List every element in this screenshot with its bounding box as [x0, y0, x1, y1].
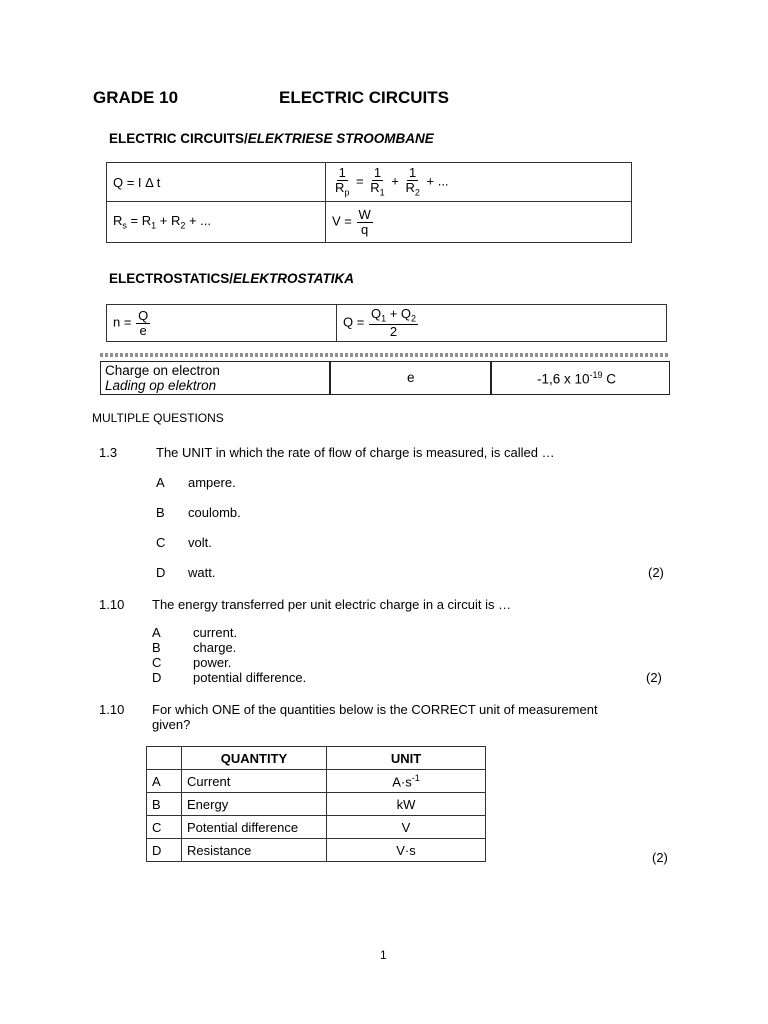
table-row[interactable]: C Potential difference V: [147, 816, 486, 839]
q1-option-b-text[interactable]: coulomb.: [188, 505, 241, 520]
page-number: 1: [380, 948, 387, 962]
circuits-formula-table: [106, 162, 632, 243]
electrostatics-heading: [109, 271, 354, 286]
q1-text: The UNIT in which the rate of flow of charge is measured, is called …: [156, 445, 555, 460]
constant-name: [105, 363, 220, 393]
q3-number: 1.10: [99, 702, 125, 717]
frac-charge-average: $\frac{Q_1 + Q_2}{2}$: [370, 306, 417, 340]
q2-option-texts: [193, 625, 306, 685]
q2-marks: (2): [646, 670, 662, 685]
q1-option-d-text[interactable]: watt.: [188, 565, 216, 580]
q3-text: For which ONE of the quantities below is the CORRECT unit of measurement given?: [152, 702, 598, 732]
q2-option-b-text[interactable]: charge.: [193, 640, 237, 655]
constant-value: -1,6 x $10^{-19}$ C: [537, 370, 617, 387]
constant-symbol: e: [407, 370, 415, 385]
q1-option-a-letter: A: [156, 475, 165, 490]
circuits-heading-main: ELECTRIC CIRCUITS/: [109, 131, 248, 146]
q1-option-a-text[interactable]: ampere.: [188, 475, 236, 490]
constants-strip: [100, 353, 670, 399]
table-row[interactable]: D Resistance V·s: [147, 839, 486, 862]
formula-charge-sharing: Q = $\frac{Q_1 + Q_2}{2}$: [337, 305, 667, 342]
constant-name-af: Lading op elektron: [105, 378, 217, 393]
q2-option-d-text[interactable]: potential difference.: [193, 670, 307, 685]
units-header-unit: UNIT: [327, 747, 486, 770]
frac-rp: $\frac{1}{R_p}$: [335, 165, 350, 198]
frac-q-over-e: $\frac{Q}{e}$: [138, 307, 149, 338]
cropped-row-fragment: [100, 353, 670, 357]
formula-parallel-resistance: $\frac{1}{R_p}$ = $\frac{1}{R_1}$ + $\frac{1}{R_2}$ + ...: [326, 163, 632, 202]
circuits-heading-alt: ELEKTRIESE STROOMBANE: [247, 131, 434, 146]
units-table: [146, 746, 486, 862]
frac-r1: $\frac{1}{R_1}$: [370, 165, 385, 198]
constants-row: [100, 361, 670, 395]
section-label: MULTIPLE QUESTIONS: [92, 411, 224, 425]
q1-option-c-letter: C: [156, 535, 166, 550]
formula-number-of-electrons: n = $\frac{Q}{e}$: [107, 305, 337, 342]
q2-option-a-text[interactable]: current.: [193, 625, 238, 640]
frac-r2: $\frac{1}{R_2}$: [405, 165, 420, 198]
q2-option-letters: A B C D: [152, 625, 162, 685]
constant-name-en: Charge on electron: [105, 363, 220, 378]
q1-option-c-text[interactable]: volt.: [188, 535, 212, 550]
formula-series-resistance: $R_s = R_1 + R_2$ + ...: [107, 202, 326, 243]
q1-number: 1.3: [99, 445, 118, 460]
q2-number: 1.10: [99, 597, 125, 612]
q3-marks: (2): [652, 850, 668, 865]
topic-title: ELECTRIC CIRCUITS: [279, 88, 449, 107]
circuits-heading: [109, 131, 434, 146]
formula-charge: Q = I Δ t: [107, 163, 326, 202]
q2-option-c-text[interactable]: power.: [193, 655, 232, 670]
formula-voltage: V = $\frac{W}{q}$: [326, 202, 632, 243]
q1-marks: (2): [648, 565, 664, 580]
table-row[interactable]: A Current $A\cdot s^{-1}$: [147, 770, 486, 793]
electrostatics-formula-table: [106, 304, 667, 342]
electrostatics-heading-alt: ELEKTROSTATIKA: [233, 271, 354, 286]
grade-title: GRADE 10: [93, 88, 179, 107]
frac-w-over-q: $\frac{W}{q}$: [358, 206, 371, 237]
electrostatics-heading-main: ELECTROSTATICS/: [109, 271, 233, 286]
units-header-quantity: QUANTITY: [182, 747, 327, 770]
q2-text: The energy transferred per unit electric charge in a circuit is …: [152, 597, 512, 612]
q1-option-b-letter: B: [156, 505, 165, 520]
table-row[interactable]: B Energy kW: [147, 793, 486, 816]
q1-option-d-letter: D: [156, 565, 166, 580]
